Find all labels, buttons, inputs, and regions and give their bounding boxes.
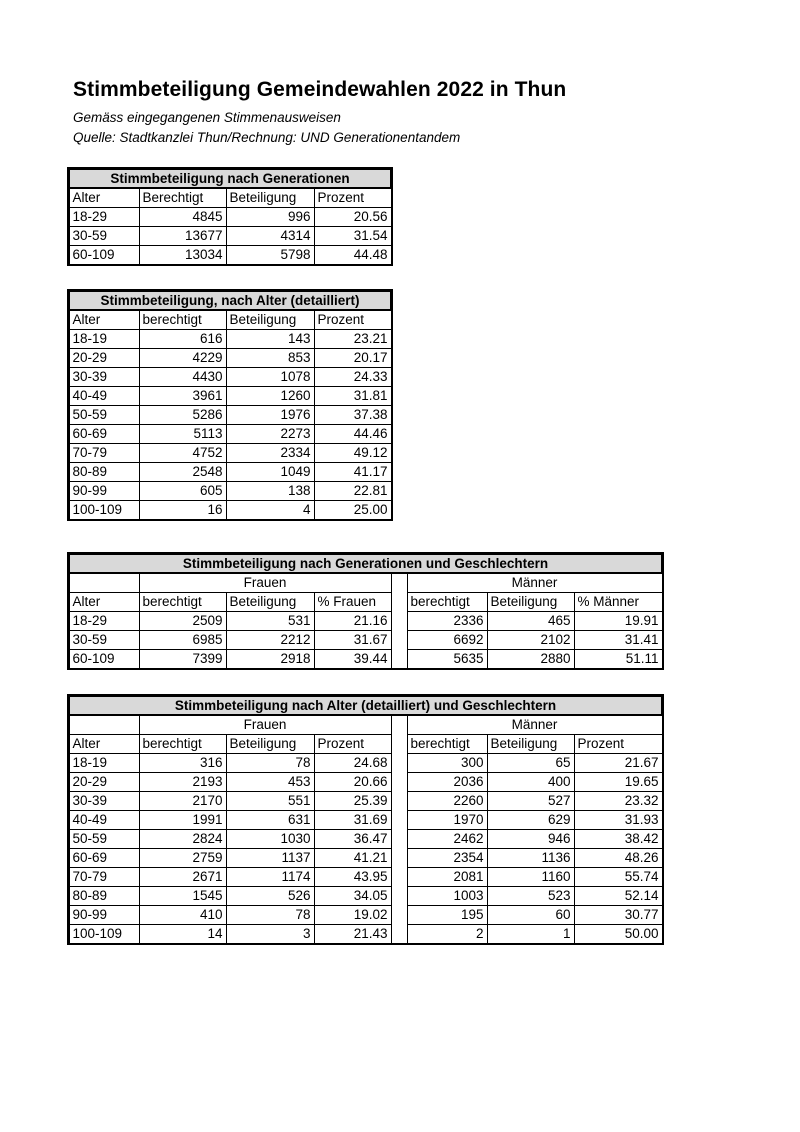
value-cell: 2273: [226, 424, 314, 443]
table-generations-gender: [68, 553, 663, 669]
table-title-row: [69, 696, 662, 715]
value-cell: 2334: [226, 443, 314, 462]
value-cell: 5286: [139, 405, 226, 424]
gap-cell: [391, 791, 407, 810]
age-cell: 50-59: [69, 829, 139, 848]
value-cell: 36.47: [314, 829, 391, 848]
gap-cell: [391, 734, 407, 753]
value-cell: 50.00: [574, 924, 662, 943]
value-cell: 1003: [407, 886, 487, 905]
subtitle-source: Quelle: Stadtkanzlei Thun/Rechnung: UND Generationentandem: [73, 130, 461, 145]
value-cell: 2081: [407, 867, 487, 886]
value-cell: 78: [226, 905, 314, 924]
value-cell: 4229: [139, 348, 226, 367]
table-row: [69, 245, 391, 264]
value-cell: 2548: [139, 462, 226, 481]
column-header: Prozent: [314, 188, 391, 207]
column-header: Alter: [69, 592, 139, 611]
value-cell: 2: [407, 924, 487, 943]
value-cell: 20.66: [314, 772, 391, 791]
gap-cell: [391, 592, 407, 611]
value-cell: 51.11: [574, 649, 662, 668]
gap-cell: [391, 924, 407, 943]
value-cell: 2036: [407, 772, 487, 791]
value-cell: 531: [226, 611, 314, 630]
gap-cell: [391, 905, 407, 924]
value-cell: 526: [226, 886, 314, 905]
age-cell: 60-69: [69, 424, 139, 443]
value-cell: 629: [487, 810, 574, 829]
age-cell: 40-49: [69, 386, 139, 405]
value-cell: 465: [487, 611, 574, 630]
age-cell: 18-19: [69, 753, 139, 772]
value-cell: 853: [226, 348, 314, 367]
value-cell: 65: [487, 753, 574, 772]
column-header: Berechtigt: [139, 188, 226, 207]
value-cell: 13034: [139, 245, 226, 264]
subtitle-source-note: Gemäss eingegangenen Stimmenausweisen: [73, 110, 341, 125]
column-header: Beteiligung: [226, 310, 314, 329]
age-cell: 80-89: [69, 886, 139, 905]
value-cell: 5113: [139, 424, 226, 443]
value-cell: 2336: [407, 611, 487, 630]
value-cell: 23.21: [314, 329, 391, 348]
column-header: Alter: [69, 310, 139, 329]
group-men: Männer: [407, 715, 662, 734]
table-row: [69, 810, 662, 829]
value-cell: 3: [226, 924, 314, 943]
age-cell: 90-99: [69, 905, 139, 924]
value-cell: 44.48: [314, 245, 391, 264]
column-header-row: [69, 592, 662, 611]
value-cell: 1049: [226, 462, 314, 481]
value-cell: 41.21: [314, 848, 391, 867]
group-women: Frauen: [139, 715, 391, 734]
table-row: [69, 649, 662, 668]
age-cell: 30-59: [69, 630, 139, 649]
table-row: [69, 848, 662, 867]
column-header: Alter: [69, 188, 139, 207]
value-cell: 4430: [139, 367, 226, 386]
value-cell: 37.38: [314, 405, 391, 424]
column-header: berechtigt: [407, 592, 487, 611]
value-cell: 49.12: [314, 443, 391, 462]
value-cell: 25.00: [314, 500, 391, 519]
gap-cell: [391, 772, 407, 791]
table-row: [69, 630, 662, 649]
value-cell: 3961: [139, 386, 226, 405]
value-cell: 2462: [407, 829, 487, 848]
table-generations: [68, 168, 392, 265]
table-row: [69, 500, 391, 519]
table-title: Stimmbeteiligung nach Generationen und Geschlechtern: [69, 554, 662, 573]
table-row: [69, 207, 391, 226]
value-cell: 2759: [139, 848, 226, 867]
value-cell: 21.43: [314, 924, 391, 943]
value-cell: 23.32: [574, 791, 662, 810]
column-header: Beteiligung: [487, 734, 574, 753]
value-cell: 1030: [226, 829, 314, 848]
value-cell: 19.65: [574, 772, 662, 791]
value-cell: 25.39: [314, 791, 391, 810]
value-cell: 78: [226, 753, 314, 772]
age-cell: 18-19: [69, 329, 139, 348]
value-cell: 946: [487, 829, 574, 848]
value-cell: 52.14: [574, 886, 662, 905]
value-cell: 1991: [139, 810, 226, 829]
value-cell: 1137: [226, 848, 314, 867]
value-cell: 195: [407, 905, 487, 924]
column-header: Alter: [69, 734, 139, 753]
table-row: [69, 424, 391, 443]
blank-cell: [69, 715, 139, 734]
age-cell: 30-59: [69, 226, 139, 245]
column-header: Beteiligung: [226, 734, 314, 753]
value-cell: 300: [407, 753, 487, 772]
value-cell: 22.81: [314, 481, 391, 500]
age-cell: 50-59: [69, 405, 139, 424]
table-title: Stimmbeteiligung nach Generationen: [69, 169, 391, 188]
gap-cell: [391, 848, 407, 867]
gap-cell: [391, 573, 407, 592]
table-row: [69, 348, 391, 367]
value-cell: 20.56: [314, 207, 391, 226]
value-cell: 1976: [226, 405, 314, 424]
table-row: [69, 905, 662, 924]
table-age-detailed-gender: [68, 695, 663, 944]
table-title-row: [69, 291, 391, 310]
value-cell: 34.05: [314, 886, 391, 905]
column-header: % Frauen: [314, 592, 391, 611]
value-cell: 31.54: [314, 226, 391, 245]
value-cell: 31.93: [574, 810, 662, 829]
value-cell: 1260: [226, 386, 314, 405]
value-cell: 43.95: [314, 867, 391, 886]
age-cell: 40-49: [69, 810, 139, 829]
gap-cell: [391, 630, 407, 649]
value-cell: 2880: [487, 649, 574, 668]
value-cell: 6692: [407, 630, 487, 649]
column-header-row: [69, 310, 391, 329]
group-header-row: [69, 715, 662, 734]
column-header: Prozent: [314, 734, 391, 753]
value-cell: 2671: [139, 867, 226, 886]
table-row: [69, 924, 662, 943]
value-cell: 316: [139, 753, 226, 772]
column-header: Prozent: [574, 734, 662, 753]
value-cell: 19.91: [574, 611, 662, 630]
table-title-row: [69, 554, 662, 573]
table-row: [69, 791, 662, 810]
value-cell: 1160: [487, 867, 574, 886]
value-cell: 523: [487, 886, 574, 905]
table-row: [69, 443, 391, 462]
value-cell: 996: [226, 207, 314, 226]
table-row: [69, 329, 391, 348]
gap-cell: [391, 611, 407, 630]
gap-cell: [391, 715, 407, 734]
value-cell: 31.81: [314, 386, 391, 405]
value-cell: 2509: [139, 611, 226, 630]
column-header-row: [69, 188, 391, 207]
value-cell: 1174: [226, 867, 314, 886]
group-men: Männer: [407, 573, 662, 592]
value-cell: 55.74: [574, 867, 662, 886]
value-cell: 21.67: [574, 753, 662, 772]
value-cell: 1: [487, 924, 574, 943]
value-cell: 138: [226, 481, 314, 500]
value-cell: 13677: [139, 226, 226, 245]
value-cell: 4: [226, 500, 314, 519]
value-cell: 527: [487, 791, 574, 810]
group-women: Frauen: [139, 573, 391, 592]
column-header: berechtigt: [139, 310, 226, 329]
value-cell: 31.67: [314, 630, 391, 649]
age-cell: 20-29: [69, 348, 139, 367]
value-cell: 410: [139, 905, 226, 924]
column-header: Prozent: [314, 310, 391, 329]
age-cell: 90-99: [69, 481, 139, 500]
value-cell: 1136: [487, 848, 574, 867]
value-cell: 1545: [139, 886, 226, 905]
value-cell: 41.17: [314, 462, 391, 481]
column-header-row: [69, 734, 662, 753]
value-cell: 38.42: [574, 829, 662, 848]
table-title: Stimmbeteiligung, nach Alter (detailliert): [69, 291, 391, 310]
value-cell: 60: [487, 905, 574, 924]
value-cell: 551: [226, 791, 314, 810]
value-cell: 24.68: [314, 753, 391, 772]
value-cell: 2170: [139, 791, 226, 810]
table-row: [69, 481, 391, 500]
value-cell: 16: [139, 500, 226, 519]
column-header: berechtigt: [139, 592, 226, 611]
table-row: [69, 867, 662, 886]
table-row: [69, 462, 391, 481]
table-row: [69, 611, 662, 630]
column-header: Beteiligung: [226, 188, 314, 207]
age-cell: 60-69: [69, 848, 139, 867]
age-cell: 20-29: [69, 772, 139, 791]
value-cell: 453: [226, 772, 314, 791]
column-header: Beteiligung: [226, 592, 314, 611]
page-title: Stimmbeteiligung Gemeindewahlen 2022 in Thun: [73, 78, 567, 101]
age-cell: 18-29: [69, 207, 139, 226]
table-age-detailed: [68, 290, 392, 520]
table-row: [69, 829, 662, 848]
gap-cell: [391, 649, 407, 668]
value-cell: 2193: [139, 772, 226, 791]
value-cell: 4752: [139, 443, 226, 462]
value-cell: 5798: [226, 245, 314, 264]
value-cell: 4314: [226, 226, 314, 245]
value-cell: 631: [226, 810, 314, 829]
table-row: [69, 226, 391, 245]
column-header: berechtigt: [139, 734, 226, 753]
value-cell: 14: [139, 924, 226, 943]
value-cell: 44.46: [314, 424, 391, 443]
value-cell: 24.33: [314, 367, 391, 386]
value-cell: 5635: [407, 649, 487, 668]
value-cell: 1078: [226, 367, 314, 386]
column-header: % Männer: [574, 592, 662, 611]
age-cell: 100-109: [69, 500, 139, 519]
value-cell: 1970: [407, 810, 487, 829]
gap-cell: [391, 753, 407, 772]
table-title: Stimmbeteiligung nach Alter (detailliert) und Geschlechtern: [69, 696, 662, 715]
value-cell: 30.77: [574, 905, 662, 924]
value-cell: 2260: [407, 791, 487, 810]
value-cell: 2824: [139, 829, 226, 848]
column-header: Beteiligung: [487, 592, 574, 611]
blank-cell: [69, 573, 139, 592]
value-cell: 48.26: [574, 848, 662, 867]
value-cell: 21.16: [314, 611, 391, 630]
age-cell: 80-89: [69, 462, 139, 481]
value-cell: 2354: [407, 848, 487, 867]
age-cell: 18-29: [69, 611, 139, 630]
value-cell: 6985: [139, 630, 226, 649]
value-cell: 2102: [487, 630, 574, 649]
gap-cell: [391, 810, 407, 829]
age-cell: 70-79: [69, 867, 139, 886]
value-cell: 7399: [139, 649, 226, 668]
value-cell: 2212: [226, 630, 314, 649]
table-row: [69, 886, 662, 905]
table-row: [69, 367, 391, 386]
age-cell: 100-109: [69, 924, 139, 943]
gap-cell: [391, 867, 407, 886]
age-cell: 30-39: [69, 367, 139, 386]
group-header-row: [69, 573, 662, 592]
age-cell: 60-109: [69, 245, 139, 264]
age-cell: 60-109: [69, 649, 139, 668]
value-cell: 4845: [139, 207, 226, 226]
value-cell: 19.02: [314, 905, 391, 924]
value-cell: 143: [226, 329, 314, 348]
value-cell: 616: [139, 329, 226, 348]
age-cell: 70-79: [69, 443, 139, 462]
value-cell: 2918: [226, 649, 314, 668]
table-row: [69, 405, 391, 424]
table-row: [69, 753, 662, 772]
value-cell: 400: [487, 772, 574, 791]
value-cell: 20.17: [314, 348, 391, 367]
table-title-row: [69, 169, 391, 188]
age-cell: 30-39: [69, 791, 139, 810]
value-cell: 31.41: [574, 630, 662, 649]
table-row: [69, 386, 391, 405]
table-row: [69, 772, 662, 791]
gap-cell: [391, 829, 407, 848]
value-cell: 39.44: [314, 649, 391, 668]
column-header: berechtigt: [407, 734, 487, 753]
value-cell: 31.69: [314, 810, 391, 829]
gap-cell: [391, 886, 407, 905]
value-cell: 605: [139, 481, 226, 500]
